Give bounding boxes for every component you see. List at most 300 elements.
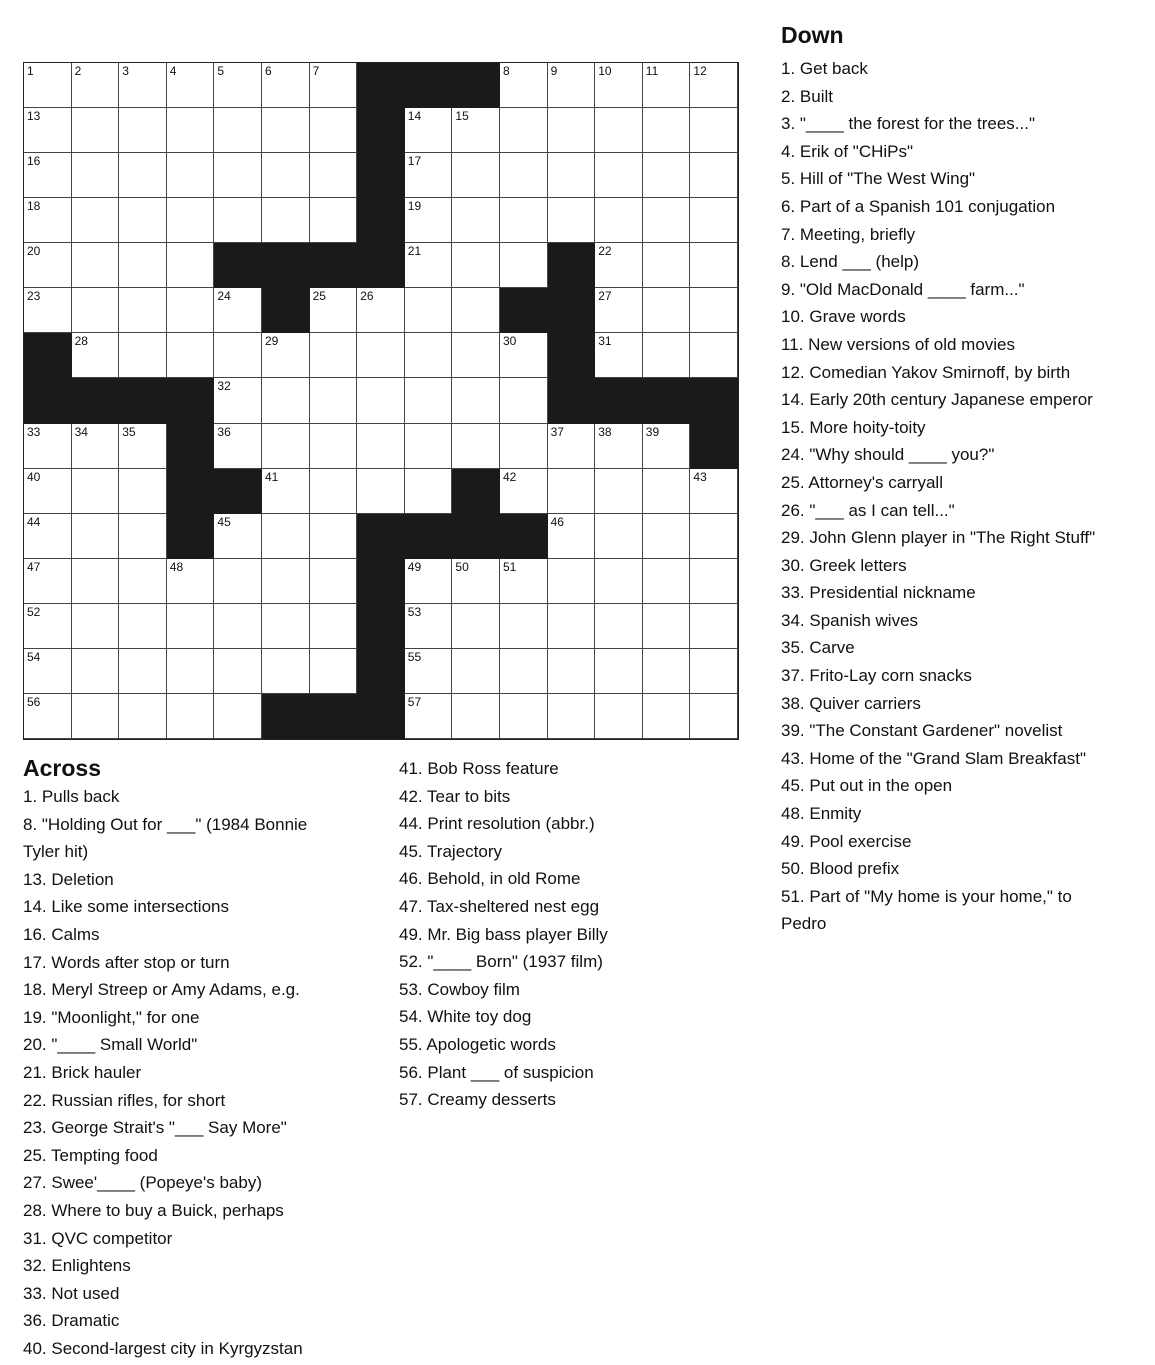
black-square	[452, 469, 500, 514]
clue-item[interactable]: 33. Presidential nickname	[781, 583, 976, 603]
grid-cell[interactable]	[500, 243, 548, 288]
cell-number: 11	[645, 64, 659, 78]
cell-number: 37	[550, 424, 564, 439]
grid-cell[interactable]	[214, 604, 262, 649]
grid-cell[interactable]	[24, 288, 72, 333]
grid-cell[interactable]	[690, 649, 738, 694]
clue-item[interactable]: 39. "The Constant Gardener" novelist	[781, 721, 1063, 741]
grid-cell[interactable]	[643, 288, 691, 333]
clue-item[interactable]: 54. White toy dog	[399, 1007, 532, 1027]
grid-cell[interactable]	[262, 108, 310, 153]
grid-cell[interactable]	[452, 378, 500, 423]
clue-item[interactable]: 8. Lend ___ (help)	[781, 252, 919, 272]
clue-item[interactable]: 31. QVC competitor	[23, 1228, 173, 1248]
grid-cell[interactable]	[548, 469, 596, 514]
grid-cell[interactable]	[690, 108, 738, 153]
grid-cell[interactable]	[310, 604, 358, 649]
grid-cell[interactable]	[500, 559, 548, 604]
grid-cell[interactable]	[167, 153, 215, 198]
cell-number: 31	[598, 334, 612, 349]
grid-cell[interactable]	[214, 559, 262, 604]
clue-item[interactable]: 28. Where to buy a Buick, perhaps	[23, 1200, 284, 1220]
clue-item[interactable]: 55. Apologetic words	[399, 1034, 556, 1054]
cell-number: 19	[407, 199, 422, 214]
grid-cell[interactable]	[262, 469, 310, 514]
clue-item[interactable]: 20. "____ Small World"	[23, 1035, 198, 1055]
clue-item[interactable]: 22. Russian rifles, for short	[23, 1090, 226, 1110]
grid-cell[interactable]	[500, 108, 548, 153]
clue-item[interactable]: 45. Put out in the open	[781, 776, 953, 796]
cell-number: 6	[264, 64, 272, 78]
clue-item[interactable]: 5. Hill of "The West Wing"	[781, 169, 976, 189]
grid-cell[interactable]	[548, 108, 596, 153]
grid-cell[interactable]	[262, 198, 310, 243]
grid-cell[interactable]	[690, 243, 738, 288]
grid-cell[interactable]	[24, 469, 72, 514]
clue-item[interactable]: 44. Print resolution (abbr.)	[399, 814, 595, 834]
grid-cell[interactable]	[214, 378, 262, 423]
black-square	[167, 424, 215, 469]
black-square	[357, 63, 405, 108]
cell-number: 1	[27, 64, 34, 78]
grid-cell[interactable]	[24, 424, 72, 469]
grid-cell[interactable]	[690, 333, 738, 378]
grid-cell[interactable]	[24, 63, 72, 108]
clue-item[interactable]: 43. Home of the "Grand Slam Breakfast"	[781, 748, 1086, 768]
grid-cell[interactable]	[643, 243, 691, 288]
black-square	[24, 333, 72, 378]
clue-item[interactable]: Pedro	[781, 914, 827, 934]
grid-cell[interactable]	[405, 424, 453, 469]
grid-cell[interactable]	[500, 378, 548, 423]
grid-cell[interactable]	[595, 649, 643, 694]
grid-cell[interactable]	[643, 649, 691, 694]
black-square	[405, 514, 453, 559]
clue-item[interactable]: 52. "____ Born" (1937 film)	[399, 952, 603, 972]
grid-cell[interactable]	[643, 694, 691, 739]
grid-cell[interactable]	[643, 63, 691, 108]
grid-cell[interactable]	[548, 604, 596, 649]
grid-cell[interactable]	[690, 694, 738, 739]
clue-item[interactable]: 26. "___ as I can tell..."	[781, 500, 955, 520]
clue-item[interactable]: 4. Erik of "CHiPs"	[781, 141, 914, 161]
grid-cell[interactable]	[214, 108, 262, 153]
grid-cell[interactable]	[310, 108, 358, 153]
clue-item[interactable]: 49. Pool exercise	[781, 831, 912, 851]
grid-cell[interactable]	[262, 604, 310, 649]
grid-cell[interactable]	[214, 514, 262, 559]
clue-item[interactable]: 14. Early 20th century Japanese emperor	[781, 390, 1093, 410]
grid-cell[interactable]	[595, 108, 643, 153]
clue-item[interactable]: Tyler hit)	[23, 842, 89, 862]
grid-cell[interactable]	[262, 63, 310, 108]
grid-cell[interactable]	[119, 604, 167, 649]
grid-cell[interactable]	[405, 198, 453, 243]
clue-item[interactable]: 30. Greek letters	[781, 555, 907, 575]
grid-cell[interactable]	[167, 694, 215, 739]
clue-item[interactable]: 12. Comedian Yakov Smirnoff, by birth	[781, 362, 1071, 382]
cell-number: 24	[217, 289, 231, 304]
across-clues-column-2	[399, 755, 759, 1114]
grid-cell[interactable]	[357, 424, 405, 469]
clue-item[interactable]: 47. Tax-sheltered nest egg	[399, 896, 600, 916]
grid-cell[interactable]	[690, 63, 738, 108]
clue-item[interactable]: 24. "Why should ____ you?"	[781, 445, 995, 465]
grid-cell[interactable]	[452, 694, 500, 739]
grid-cell[interactable]	[595, 198, 643, 243]
clue-item[interactable]: 27. Swee'____ (Popeye's baby)	[23, 1173, 262, 1193]
clue-item[interactable]: 17. Words after stop or turn	[23, 952, 230, 972]
grid-cell[interactable]	[357, 333, 405, 378]
grid-cell[interactable]	[262, 649, 310, 694]
grid-cell[interactable]	[119, 424, 167, 469]
grid-cell[interactable]	[643, 514, 691, 559]
grid-cell[interactable]	[452, 604, 500, 649]
grid-cell[interactable]	[167, 333, 215, 378]
clue-item[interactable]: 38. Quiver carriers	[781, 693, 921, 713]
clue-item[interactable]: 7. Meeting, briefly	[781, 224, 916, 244]
grid-cell[interactable]	[72, 333, 120, 378]
grid-cell[interactable]	[119, 153, 167, 198]
grid-cell[interactable]	[119, 288, 167, 333]
grid-cell[interactable]	[119, 649, 167, 694]
grid-cell[interactable]	[24, 108, 72, 153]
grid-cell[interactable]	[214, 288, 262, 333]
clue-item[interactable]: 14. Like some intersections	[23, 897, 229, 917]
grid-cell[interactable]	[452, 288, 500, 333]
grid-cell[interactable]	[500, 604, 548, 649]
grid-cell[interactable]	[690, 514, 738, 559]
black-square	[690, 424, 738, 469]
clue-item[interactable]: 6. Part of a Spanish 101 conjugation	[781, 196, 1056, 216]
black-square	[167, 469, 215, 514]
grid-cell[interactable]	[643, 198, 691, 243]
grid-cell[interactable]	[72, 63, 120, 108]
clue-item[interactable]: 29. John Glenn player in "The Right Stuff"	[781, 528, 1096, 548]
grid-cell[interactable]	[405, 333, 453, 378]
grid-cell[interactable]	[214, 649, 262, 694]
grid-cell[interactable]	[643, 469, 691, 514]
black-square	[119, 378, 167, 423]
grid-cell[interactable]	[310, 153, 358, 198]
clue-item[interactable]: 36. Dramatic	[23, 1311, 120, 1331]
across-heading: Across	[23, 755, 101, 781]
clue-item[interactable]: 34. Spanish wives	[781, 610, 919, 630]
clue-item[interactable]: 45. Trajectory	[399, 841, 502, 861]
clue-item[interactable]: 46. Behold, in old Rome	[399, 869, 581, 889]
grid-cell[interactable]	[72, 153, 120, 198]
grid-cell[interactable]	[500, 153, 548, 198]
grid-cell[interactable]	[643, 604, 691, 649]
grid-cell[interactable]	[24, 694, 72, 739]
grid-cell[interactable]	[595, 333, 643, 378]
cell-number: 13	[27, 109, 41, 124]
grid-cell[interactable]	[357, 378, 405, 423]
cell-number: 41	[264, 469, 279, 484]
grid-cell[interactable]	[214, 153, 262, 198]
grid-cell[interactable]	[500, 63, 548, 108]
grid-cell[interactable]	[548, 649, 596, 694]
cell-number: 17	[407, 154, 422, 169]
grid-cell[interactable]	[24, 514, 72, 559]
clue-item[interactable]: 41. Bob Ross feature	[399, 759, 559, 778]
clue-item[interactable]: 13. Deletion	[23, 869, 114, 889]
grid-cell[interactable]	[119, 198, 167, 243]
cell-number: 36	[217, 424, 231, 439]
cell-number: 42	[502, 469, 517, 484]
cell-number: 12	[693, 64, 707, 78]
grid-cell[interactable]	[405, 604, 453, 649]
grid-cell[interactable]	[24, 559, 72, 604]
grid-cell[interactable]	[72, 288, 120, 333]
grid-cell[interactable]	[119, 469, 167, 514]
clue-item[interactable]: 53. Cowboy film	[399, 979, 520, 999]
grid-cell[interactable]	[548, 694, 596, 739]
black-square	[500, 288, 548, 333]
grid-cell[interactable]	[452, 333, 500, 378]
grid-cell[interactable]	[119, 243, 167, 288]
grid-cell[interactable]	[452, 198, 500, 243]
grid-cell[interactable]	[595, 469, 643, 514]
clue-item[interactable]: 21. Brick hauler	[23, 1062, 142, 1082]
grid-cell[interactable]	[24, 243, 72, 288]
grid-cell[interactable]	[690, 604, 738, 649]
grid-cell[interactable]	[119, 108, 167, 153]
clue-item[interactable]: 19. "Moonlight," for one	[23, 1007, 200, 1027]
black-square	[548, 288, 596, 333]
grid-cell[interactable]	[119, 333, 167, 378]
grid-cell[interactable]	[167, 559, 215, 604]
grid-cell[interactable]	[643, 559, 691, 604]
clue-item[interactable]: 57. Creamy desserts	[399, 1090, 556, 1110]
grid-cell[interactable]	[548, 198, 596, 243]
grid-cell[interactable]	[690, 288, 738, 333]
grid-cell[interactable]	[548, 559, 596, 604]
clue-item[interactable]: 32. Enlightens	[23, 1256, 131, 1276]
grid-cell[interactable]	[310, 288, 358, 333]
clue-item[interactable]: 35. Carve	[781, 638, 855, 658]
grid-cell[interactable]	[643, 153, 691, 198]
grid-cell[interactable]	[262, 559, 310, 604]
clue-item[interactable]: 1. Pulls back	[23, 787, 120, 806]
crossword-grid	[23, 62, 739, 740]
grid-cell[interactable]	[72, 559, 120, 604]
grid-cell[interactable]	[690, 469, 738, 514]
black-square	[500, 514, 548, 559]
grid-cell[interactable]	[214, 424, 262, 469]
grid-cell[interactable]	[690, 198, 738, 243]
grid-cell[interactable]	[262, 514, 310, 559]
cell-number: 16	[27, 154, 41, 169]
clue-item[interactable]: 23. George Strait's "___ Say More"	[23, 1118, 287, 1138]
grid-cell[interactable]	[595, 604, 643, 649]
grid-cell[interactable]	[405, 469, 453, 514]
grid-cell[interactable]	[262, 153, 310, 198]
grid-cell[interactable]	[72, 108, 120, 153]
grid-cell[interactable]	[595, 559, 643, 604]
black-square	[690, 378, 738, 423]
grid-cell[interactable]	[167, 198, 215, 243]
grid-cell[interactable]	[119, 514, 167, 559]
grid-cell[interactable]	[452, 153, 500, 198]
clue-item[interactable]: 37. Frito-Lay corn snacks	[781, 666, 972, 686]
grid-cell[interactable]	[214, 63, 262, 108]
black-square	[357, 243, 405, 288]
clue-item[interactable]: 1. Get back	[781, 59, 868, 78]
grid-cell[interactable]	[405, 243, 453, 288]
cell-number: 2	[74, 64, 82, 78]
cell-number: 51	[502, 559, 517, 574]
clue-item[interactable]: 8. "Holding Out for ___" (1984 Bonnie	[23, 814, 308, 834]
black-square	[72, 378, 120, 423]
clue-item[interactable]: 9. "Old MacDonald ____ farm..."	[781, 279, 1025, 299]
grid-cell[interactable]	[72, 514, 120, 559]
grid-cell[interactable]	[214, 694, 262, 739]
clue-item[interactable]: 49. Mr. Big bass player Billy	[399, 924, 608, 944]
grid-cell[interactable]	[405, 694, 453, 739]
grid-cell[interactable]	[167, 649, 215, 694]
grid-cell[interactable]	[167, 108, 215, 153]
grid-cell[interactable]	[548, 424, 596, 469]
grid-cell[interactable]	[24, 198, 72, 243]
grid-cell[interactable]	[595, 514, 643, 559]
black-square	[357, 153, 405, 198]
cell-number: 33	[27, 424, 41, 439]
clue-item[interactable]: 33. Not used	[23, 1283, 120, 1303]
grid-cell[interactable]	[119, 694, 167, 739]
clue-item[interactable]: 15. More hoity-toity	[781, 417, 926, 437]
grid-cell[interactable]	[310, 63, 358, 108]
grid-cell[interactable]	[643, 333, 691, 378]
clue-item[interactable]: 51. Part of "My home is your home," to	[781, 886, 1072, 906]
clue-item[interactable]: 50. Blood prefix	[781, 859, 900, 879]
clue-item[interactable]: 42. Tear to bits	[399, 786, 511, 806]
clue-item[interactable]: 2. Built	[781, 86, 833, 106]
grid-cell[interactable]	[500, 694, 548, 739]
grid-cell[interactable]	[72, 243, 120, 288]
grid-cell[interactable]	[310, 424, 358, 469]
grid-cell[interactable]	[405, 288, 453, 333]
black-square	[214, 469, 262, 514]
black-square	[357, 649, 405, 694]
black-square	[167, 378, 215, 423]
grid-cell[interactable]	[310, 333, 358, 378]
grid-cell[interactable]	[310, 378, 358, 423]
cell-number: 7	[312, 64, 320, 78]
grid-cell[interactable]	[167, 243, 215, 288]
grid-cell[interactable]	[452, 559, 500, 604]
grid-cell[interactable]	[167, 604, 215, 649]
grid-cell[interactable]	[548, 153, 596, 198]
clue-item[interactable]: 56. Plant ___ of suspicion	[399, 1062, 594, 1082]
clue-item[interactable]: 3. "____ the forest for the trees..."	[781, 114, 1035, 134]
grid-cell[interactable]	[405, 153, 453, 198]
black-square	[548, 378, 596, 423]
black-square	[452, 63, 500, 108]
grid-cell[interactable]	[24, 153, 72, 198]
grid-cell[interactable]	[24, 649, 72, 694]
grid-cell[interactable]	[595, 288, 643, 333]
grid-cell[interactable]	[167, 63, 215, 108]
grid-cell[interactable]	[548, 514, 596, 559]
clue-item[interactable]: 48. Enmity	[781, 804, 862, 824]
grid-cell[interactable]	[500, 198, 548, 243]
grid-cell[interactable]	[405, 559, 453, 604]
grid-cell[interactable]	[167, 288, 215, 333]
grid-cell[interactable]	[500, 333, 548, 378]
grid-cell[interactable]	[595, 63, 643, 108]
grid-cell[interactable]	[595, 153, 643, 198]
grid-cell[interactable]	[357, 469, 405, 514]
grid-cell[interactable]	[72, 469, 120, 514]
grid-cell[interactable]	[310, 514, 358, 559]
grid-cell[interactable]	[500, 469, 548, 514]
clue-item[interactable]: 25. Tempting food	[23, 1145, 158, 1165]
clue-item[interactable]: 40. Second-largest city in Kyrgyzstan	[23, 1338, 303, 1358]
grid-cell[interactable]	[357, 288, 405, 333]
grid-cell[interactable]	[72, 424, 120, 469]
grid-cell[interactable]	[214, 333, 262, 378]
grid-cell[interactable]	[690, 559, 738, 604]
grid-cell[interactable]	[310, 559, 358, 604]
grid-cell[interactable]	[643, 108, 691, 153]
clue-item[interactable]: 11. New versions of old movies	[781, 334, 1016, 354]
grid-cell[interactable]	[500, 424, 548, 469]
grid-cell[interactable]	[24, 604, 72, 649]
cell-number: 5	[217, 64, 225, 78]
grid-cell[interactable]	[595, 694, 643, 739]
clue-item[interactable]: 10. Grave words	[781, 307, 906, 327]
cell-number: 23	[27, 289, 41, 304]
black-square	[24, 378, 72, 423]
grid-cell[interactable]	[72, 198, 120, 243]
grid-cell[interactable]	[72, 694, 120, 739]
grid-cell[interactable]	[643, 424, 691, 469]
down-clues	[781, 55, 1151, 938]
black-square	[262, 243, 310, 288]
grid-cell[interactable]	[405, 649, 453, 694]
grid-cell[interactable]	[405, 108, 453, 153]
grid-cell[interactable]	[452, 243, 500, 288]
grid-cell[interactable]	[690, 153, 738, 198]
clue-item[interactable]: 18. Meryl Streep or Amy Adams, e.g.	[23, 980, 300, 1000]
grid-cell[interactable]	[595, 243, 643, 288]
grid-cell[interactable]	[214, 198, 262, 243]
grid-cell[interactable]	[262, 333, 310, 378]
grid-cell[interactable]	[72, 604, 120, 649]
grid-cell[interactable]	[119, 559, 167, 604]
black-square	[595, 378, 643, 423]
clue-item[interactable]: 16. Calms	[23, 924, 100, 944]
grid-cell[interactable]	[500, 649, 548, 694]
grid-cell[interactable]	[405, 378, 453, 423]
cell-number: 48	[169, 559, 184, 574]
grid-cell[interactable]	[548, 63, 596, 108]
grid-cell[interactable]	[262, 424, 310, 469]
grid-cell[interactable]	[595, 424, 643, 469]
grid-cell[interactable]	[452, 108, 500, 153]
grid-cell[interactable]	[310, 198, 358, 243]
black-square	[262, 288, 310, 333]
grid-cell[interactable]	[452, 649, 500, 694]
grid-cell[interactable]	[72, 649, 120, 694]
grid-cell[interactable]	[262, 378, 310, 423]
grid-cell[interactable]	[310, 469, 358, 514]
grid-cell[interactable]	[452, 424, 500, 469]
grid-cell[interactable]	[310, 649, 358, 694]
clue-item[interactable]: 25. Attorney's carryall	[781, 472, 943, 492]
grid-cell[interactable]	[119, 63, 167, 108]
